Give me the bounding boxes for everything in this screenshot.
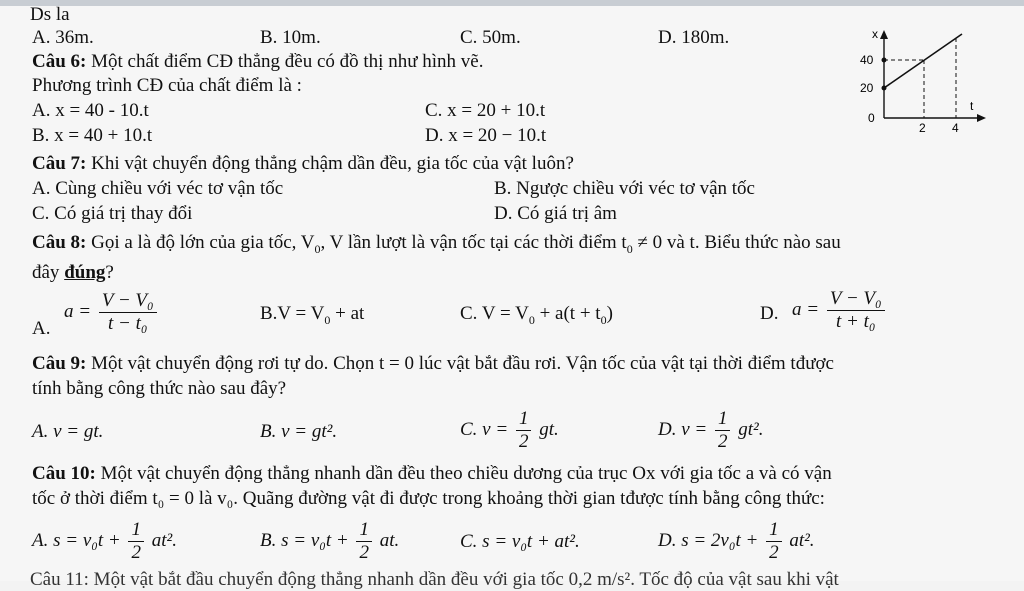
q9-text: Một vật chuyển động rơi tự do. Chọn t = 0 lúc vật bắt đầu rơi. Vận tốc của vật tại thời điểm tđược: [91, 353, 834, 374]
q10-d-post: at².: [789, 529, 815, 551]
q10-option-c: C. s = v₀t + at².: [460, 531, 580, 552]
q8-option-d: [792, 288, 888, 333]
q8-c-sub1: 0: [528, 312, 535, 327]
q10-a-pre: A. s = v₀t +: [32, 529, 121, 551]
q10-label: Câu 10:: [32, 463, 96, 484]
q9-c-fraction: [516, 408, 532, 453]
q10-question: [32, 463, 832, 485]
q7-option-d: D. Có giá trị âm: [494, 203, 617, 224]
q8-text-end: ≠ 0 và t. Biểu thức nào sau: [632, 232, 841, 253]
x-tick-4: 4: [952, 121, 959, 135]
q9-c-num: 1: [516, 408, 532, 431]
q5-option-c: C. 50m.: [460, 27, 521, 48]
q9-c-pre: C. v =: [460, 418, 509, 440]
x-axis-label: t: [970, 99, 974, 113]
q10-d-den: 2: [769, 542, 779, 563]
q8-c-mid: + a(t + t: [534, 303, 601, 324]
q8-a-num: V − V₀: [99, 290, 157, 313]
q7-label: Câu 7:: [32, 153, 87, 174]
q8-option-a-label: A.: [32, 318, 51, 339]
q10-d-num: 1: [766, 519, 782, 542]
q9-d-fraction: [715, 408, 731, 453]
q10-d-pre: D. s = 2v₀t +: [658, 529, 759, 551]
partial-top-text: Ds la: [30, 4, 70, 25]
q8-b-text: B.V = V: [260, 303, 325, 324]
q8-c-sub2: 0: [600, 312, 607, 327]
q8-d-num: V − V₀: [827, 288, 885, 311]
q6-position-time-graph: [858, 26, 988, 136]
q9-line2: tính bằng công thức nào sau đây?: [32, 378, 287, 399]
graph-line: [884, 34, 962, 88]
y-axis-label: x: [872, 27, 878, 41]
q8-d-fraction: [827, 288, 885, 333]
y-tick-20: 20: [860, 81, 874, 95]
q10-option-b: [260, 519, 399, 564]
point-40: [882, 58, 887, 63]
q10-d-fraction: [766, 519, 782, 564]
q10-a-num: 1: [128, 519, 144, 542]
q10-option-d: [658, 519, 815, 564]
q9-option-d: [658, 408, 763, 453]
q8-d-lhs: a =: [792, 298, 820, 320]
q8-a-den: t − t₀: [107, 313, 148, 334]
q8-a-lhs: a =: [64, 300, 92, 322]
q10-b-den: 2: [359, 542, 369, 563]
q8-b-sub: 0: [324, 312, 331, 327]
q10-text: Một vật chuyển động thẳng nhanh dần đều theo chiều dương của trục Ox với gia tốc a và có vận: [100, 463, 832, 484]
q9-question: [32, 353, 834, 375]
q9-c-den: 2: [518, 431, 529, 452]
q7-option-c: C. Có giá trị thay đổi: [32, 203, 193, 224]
q8-sub-t0: 0: [626, 241, 633, 256]
q8-a-fraction: [99, 290, 157, 335]
q8-b-end: + at: [330, 303, 365, 324]
q8-line2-end: ?: [105, 262, 114, 283]
q8-sub-v0: 0: [314, 241, 321, 256]
q6-option-c: C. x = 20 + 10.t: [425, 100, 546, 121]
q10-a-post: at².: [151, 529, 177, 551]
q9-d-den: 2: [717, 431, 728, 452]
q8-option-d-label: D.: [760, 303, 779, 324]
q7-option-b: B. Ngược chiều với véc tơ vận tốc: [494, 178, 755, 199]
q8-text-before: Gọi a là độ lớn của gia tốc, V: [91, 232, 315, 253]
q8-c-end: ): [606, 303, 613, 324]
q8-label: Câu 8:: [32, 232, 87, 253]
q9-d-pre: D. v =: [658, 418, 708, 440]
q9-label: Câu 9:: [32, 353, 87, 374]
q8-question: [32, 232, 841, 260]
q7-question: [32, 153, 574, 175]
q5-option-b: B. 10m.: [260, 27, 321, 48]
q8-d-den: t + t₀: [835, 311, 876, 332]
y-tick-0: 0: [868, 111, 875, 125]
x-axis-arrow: [977, 114, 986, 122]
q6-option-b: B. x = 40 + 10.t: [32, 125, 153, 146]
q6-option-a: A. x = 40 - 10.t: [32, 100, 149, 121]
q8-line2: [32, 262, 114, 284]
q11-cut-text: Câu 11: Một vật bắt đầu chuyển động thẳng nhanh dần đều với gia tốc 0,2 m/s². Tốc độ của vật sau khi vật: [30, 569, 839, 590]
q10-b-num: 1: [356, 519, 372, 542]
q7-text: Khi vật chuyển động thẳng chậm dần đều, gia tốc của vật luôn?: [91, 153, 574, 174]
q6-line2: Phương trình CĐ của chất điểm là :: [32, 75, 302, 96]
q6-label: Câu 6:: [32, 51, 87, 72]
x-tick-2: 2: [919, 121, 926, 135]
q8-option-b: [260, 303, 364, 331]
q9-d-post: gt².: [738, 418, 764, 440]
q9-c-post: gt.: [539, 418, 559, 440]
q10-b-post: at.: [379, 529, 400, 551]
q6-option-d: D. x = 20 − 10.t: [425, 125, 547, 146]
q10-line2: tốc ở thời điểm t₀ = 0 là v₀. Quãng đường vật đi được trong khoảng thời gian tđược tính bằng công thức:: [32, 488, 825, 509]
q10-b-pre: B. s = v₀t +: [260, 529, 349, 551]
q9-d-num: 1: [715, 408, 731, 431]
q9-option-a: A. v = gt.: [32, 421, 104, 442]
q9-option-c: [460, 408, 559, 453]
q6-question: [32, 51, 483, 73]
q7-option-a: A. Cùng chiều với véc tơ vận tốc: [32, 178, 284, 199]
q8-option-a: [64, 290, 160, 335]
point-20: [882, 86, 887, 91]
y-tick-40: 40: [860, 53, 874, 67]
q9-option-b: B. v = gt².: [260, 421, 338, 442]
q10-a-den: 2: [131, 542, 141, 563]
q8-line2-text: đây: [32, 262, 65, 283]
q10-b-fraction: [356, 519, 372, 564]
q5-option-a: A. 36m.: [32, 27, 94, 48]
y-axis-arrow: [880, 30, 888, 39]
q8-c-text: C. V = V: [460, 303, 529, 324]
q8-line2-emph: đúng: [64, 262, 106, 283]
q6-text: Một chất điểm CĐ thẳng đều có đồ thị như hình vẽ.: [91, 51, 484, 72]
q10-a-fraction: [128, 519, 144, 564]
q8-option-c: [460, 303, 613, 331]
q10-option-a: [32, 519, 177, 564]
q8-text-after: , V lần lượt là vận tốc tại các thời điểm t: [320, 232, 627, 253]
q5-option-d: D. 180m.: [658, 27, 730, 48]
